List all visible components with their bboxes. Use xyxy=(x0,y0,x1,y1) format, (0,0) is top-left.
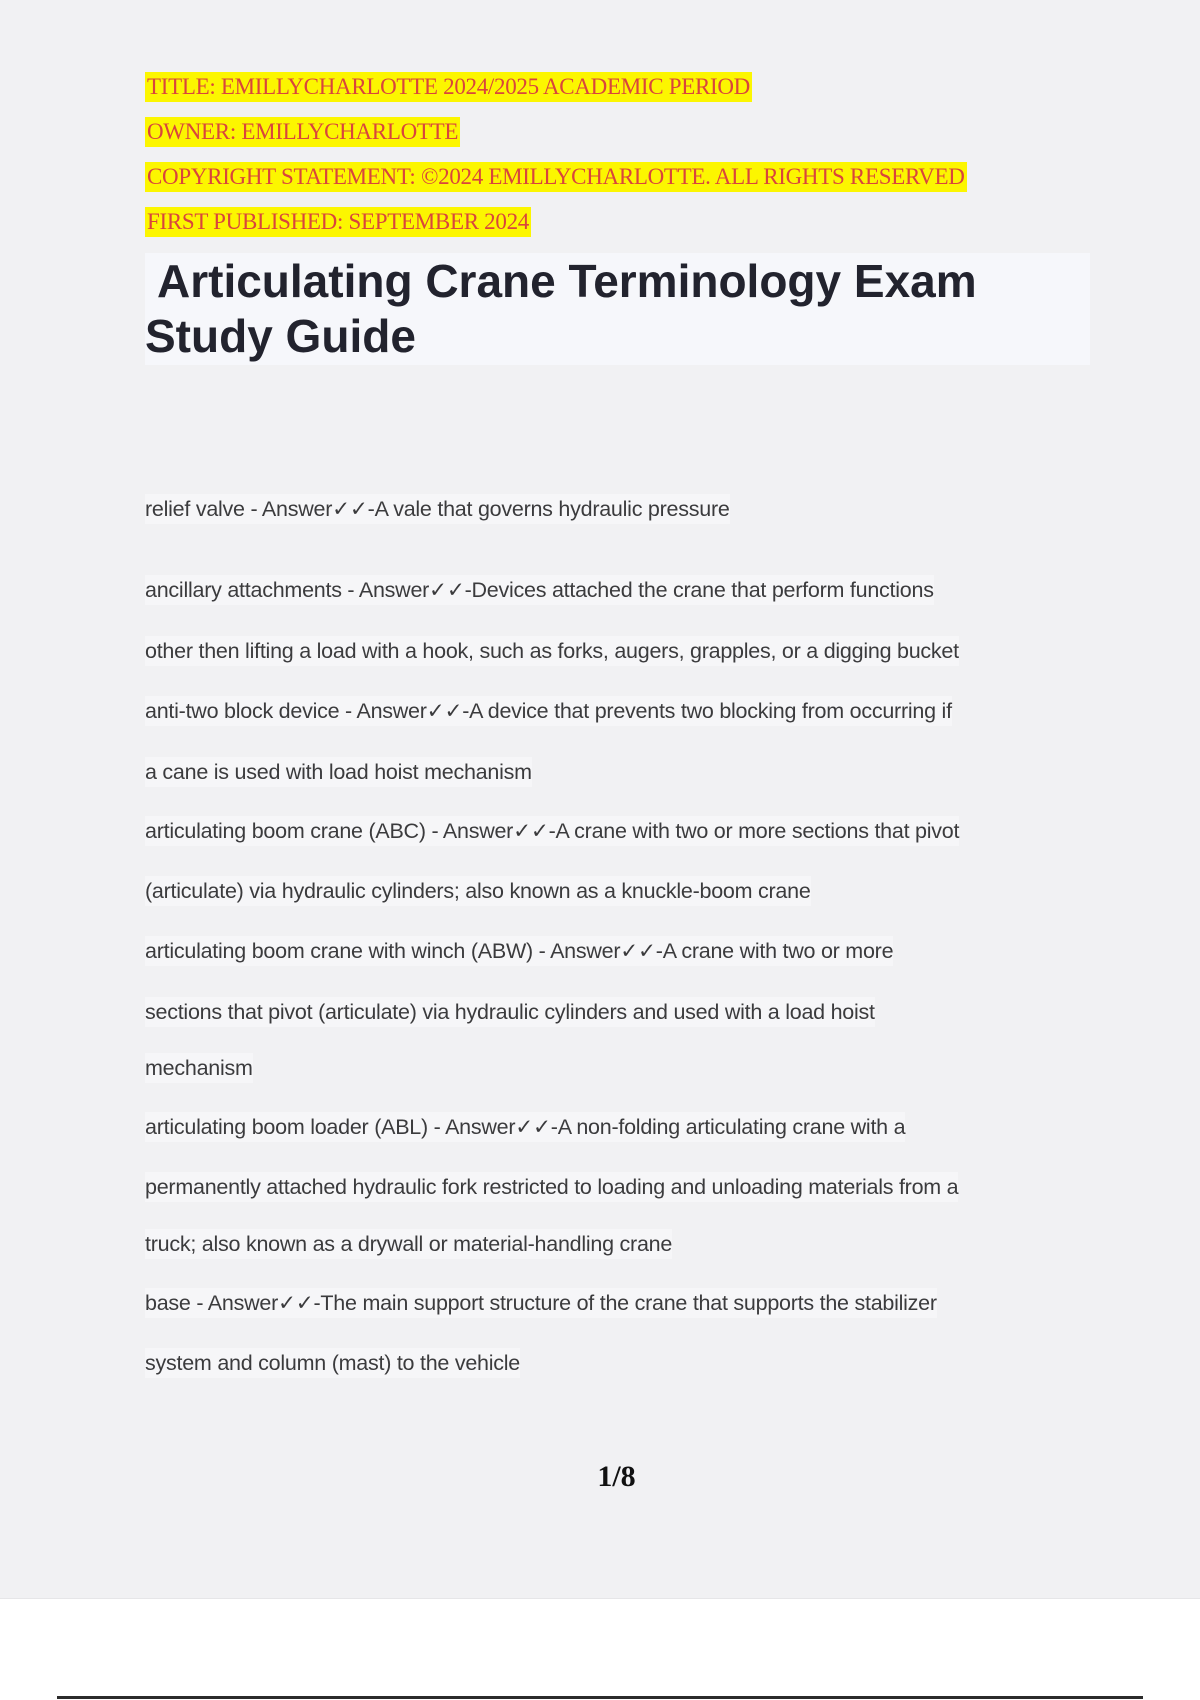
entry-abw-line-2: sections that pivot (articulate) via hydraulic cylinders and used with a load hoist xyxy=(145,997,875,1027)
entry-ancillary-attachments-line-1: ancillary attachments - Answer✓✓-Devices attached the crane that perform functions xyxy=(145,575,934,605)
entry-relief-valve: relief valve - Answer✓✓-A vale that governs hydraulic pressure xyxy=(145,494,730,524)
entry-base-line-1: base - Answer✓✓-The main support structure of the crane that supports the stabilizer xyxy=(145,1288,937,1318)
entry-abc-line-2: (articulate) via hydraulic cylinders; also known as a knuckle-boom crane xyxy=(145,876,811,906)
meta-copyright: COPYRIGHT STATEMENT: ©2024 EMILLYCHARLOTTE. ALL RIGHTS RESERVED xyxy=(145,162,967,192)
title-line-2: Study Guide xyxy=(145,310,416,362)
entry-abl-line-1: articulating boom loader (ABL) - Answer✓✓-A non-folding articulating crane with a xyxy=(145,1112,905,1142)
entry-abw-line-3: mechanism xyxy=(145,1053,253,1083)
next-page-divider xyxy=(57,1696,1143,1699)
entry-ancillary-attachments-line-2: other then lifting a load with a hook, such as forks, augers, grapples, or a digging bucket xyxy=(145,636,959,666)
entry-abl-line-2: permanently attached hydraulic fork restricted to loading and unloading materials from a xyxy=(145,1172,958,1202)
page-number: 1/8 xyxy=(597,1460,636,1493)
meta-owner: OWNER: EMILLYCHARLOTTE xyxy=(145,117,460,147)
entry-base-line-2: system and column (mast) to the vehicle xyxy=(145,1348,520,1378)
entry-anti-two-block-line-2: a cane is used with load hoist mechanism xyxy=(145,757,532,787)
meta-first-published: FIRST PUBLISHED: SEPTEMBER 2024 xyxy=(145,207,531,237)
meta-title: TITLE: EMILLYCHARLOTTE 2024/2025 ACADEMIC PERIOD xyxy=(145,72,752,102)
title-line-1: Articulating Crane Terminology Exam xyxy=(157,255,977,307)
entry-abl-line-3: truck; also known as a drywall or material-handling crane xyxy=(145,1229,672,1259)
entry-abc-line-1: articulating boom crane (ABC) - Answer✓✓-A crane with two or more sections that pivot xyxy=(145,816,959,846)
entry-abw-line-1: articulating boom crane with winch (ABW) - Answer✓✓-A crane with two or more xyxy=(145,936,893,966)
entry-anti-two-block-line-1: anti-two block device - Answer✓✓-A device that prevents two blocking from occurring if xyxy=(145,696,952,726)
page-title xyxy=(145,254,1090,364)
